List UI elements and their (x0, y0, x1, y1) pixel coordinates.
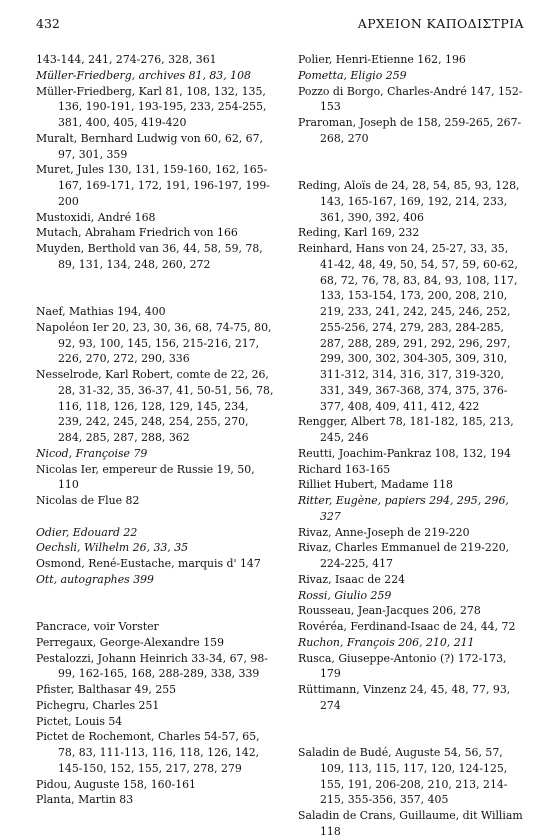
index-entry: Nicolas de Flue 82 (36, 494, 140, 507)
index-entry: Pictet de Rochemont, Charles 54-57, 65, 78, 83, 111-113, 116, 118, 126, 142, 145-150, 152, 155, 217, 278, 279 (36, 730, 260, 775)
index-entry: Rilliet Hubert, Madame 118 (298, 478, 453, 492)
index-column-right (298, 52, 524, 840)
index-entry: Pestalozzi, Johann Heinrich 33-34, 67, 98-99, 162-165, 168, 288-289, 338, 339 (36, 651, 268, 681)
index-entry: Praroman, Joseph de 158, 259-265, 267-268, 270 (298, 116, 522, 145)
section-gap (298, 147, 524, 163)
index-column-left (36, 52, 274, 808)
page-header (36, 16, 524, 36)
index-entry: Reding, Aloïs de 24, 28, 54, 85, 93, 128, 143, 165-167, 169, 192, 214, 233, 361, 390, 392, 406 (298, 179, 520, 224)
index-entry: Ritter, Eugène, papiers 294, 295, 296, 327 (298, 494, 509, 523)
running-title: ΑΡΧΕΙΟΝ ΚΑΠΟΔΙΣΤΡΙΑ (357, 16, 524, 31)
index-entry: Rüttimann, Vinzenz 24, 45, 48, 77, 93, 274 (298, 683, 511, 712)
index-entry: Nicolas Ier, empereur de Russie 19, 50, 110 (36, 462, 255, 492)
index-entry: Pictet, Louis 54 (36, 714, 123, 728)
index-entry: Napoléon Ier 20, 23, 30, 36, 68, 74-75, 80, 92, 93, 100, 145, 156, 215-216, 217, 226, 270, 272, 290, 336 (36, 320, 272, 366)
index-entry: Nesselrode, Karl Robert, comte de 22, 26, 28, 31-32, 35, 36-37, 41, 50-51, 56, 78, 116, 118, 126, 128, 129, 145, 234, 239, 242, 245, 248, 254, 255, 270, 284, 285, 287, 288, 362 (36, 368, 274, 444)
section-gap (298, 729, 524, 745)
index-entry: Mustoxidi, André 168 (36, 210, 156, 224)
section-gap (298, 162, 524, 178)
index-entry: Rivaz, Anne-Joseph de 219-220 (298, 525, 470, 539)
index-entry: Rivaz, Charles Emmanuel de 219-220, 224-225, 417 (298, 541, 510, 570)
index-entry: Pidou, Auguste 158, 160-161 (36, 777, 196, 791)
index-entry: Pichegru, Charles 251 (36, 698, 160, 712)
section-gap (298, 714, 524, 730)
index-entry: Müller-Friedberg, Karl 81, 108, 132, 135, 136, 190-191, 193-195, 233, 254-255, 381, 400, 405, 419-420 (36, 84, 267, 129)
index-entry: Nicod, Françoise 79 (36, 446, 148, 460)
index-entry: Rivaz, Isaac de 224 (298, 572, 406, 586)
index-entry: Richard 163-165 (298, 462, 391, 476)
page-number: 432 (36, 16, 60, 31)
index-entry: Naef, Mathias 194, 400 (36, 305, 166, 318)
section-gap (36, 273, 274, 289)
index-entry: Reding, Karl 169, 232 (298, 226, 420, 240)
index-entry: Oechsli, Wilhelm 26, 33, 35 (36, 541, 189, 555)
index-entry: Planta, Martin 83 (36, 793, 134, 807)
section-gap (36, 588, 274, 604)
section-gap (36, 288, 274, 304)
index-entry: Müller-Friedberg, archives 81, 83, 108 (36, 68, 251, 82)
index-entry: Mutach, Abraham Friedrich von 166 (36, 226, 238, 240)
index-entry: Pozzo di Borgo, Charles-André 147, 152-153 (298, 84, 523, 114)
index-entry: Polier, Henri-Etienne 162, 196 (298, 53, 466, 66)
index-entry: Muralt, Bernhard Ludwig von 60, 62, 67, 97, 301, 359 (36, 131, 263, 161)
index-entry: 143-144, 241, 274-276, 328, 361 (36, 53, 217, 66)
index-entry: Pancrace, voir Vorster (36, 620, 159, 633)
index-entry: Osmond, René-Eustache, marquis d' 147 (36, 557, 261, 570)
index-entry: Rousseau, Jean-Jacques 206, 278 (298, 604, 481, 618)
index-entry: Ott, autographes 399 (36, 572, 154, 586)
index-entry: Ruchon, François 206, 210, 211 (298, 635, 475, 649)
index-entry: Pfister, Balthasar 49, 255 (36, 683, 177, 696)
index-entry: Muyden, Berthold van 36, 44, 58, 59, 78, 89, 131, 134, 248, 260, 272 (36, 242, 263, 271)
index-entry: Saladin de Budé, Auguste 54, 56, 57, 109, 113, 115, 117, 120, 124-125, 155, 191, 206-208, 210, 213, 214-215, 355-356, 357, 405 (298, 746, 508, 807)
index-entry: Rossi, Giulio 259 (298, 588, 392, 602)
section-gap (36, 509, 274, 525)
index-entry: Pometta, Eligio 259 (298, 68, 407, 82)
index-entry: Reinhard, Hans von 24, 25-27, 33, 35, 41-42, 48, 49, 50, 54, 57, 59, 60-62, 68, 72, 76, 78, 83, 84, 93, 108, 117, 133, 153-154, 173, 200, 208, 210, 219, 233, 241, 242, 245, 246, 252, 255-256, 274, 279, 283, 284-285, 287, 288, 289, 291, 292, 296, 297, 299, 300, 302, 304-305, 309, 310, 311-312, 314, 316, 317, 319-320, 331, 349, 367-368, 374, 375, 376-377, 408, 409, 411, 412, 422 (298, 242, 518, 413)
index-entry: Muret, Jules 130, 131, 159-160, 162, 165-167, 169-171, 172, 191, 196-197, 199-200 (36, 163, 270, 208)
index-entry: Rovéréa, Ferdinand-Isaac de 24, 44, 72 (298, 620, 516, 633)
section-gap (36, 603, 274, 619)
index-entry: Rengger, Albert 78, 181-182, 185, 213, 245, 246 (298, 415, 514, 444)
index-entry: Reutti, Joachim-Pankraz 108, 132, 194 (298, 446, 511, 460)
index-entry: Saladin de Crans, Guillaume, dit William 118 (298, 809, 523, 838)
index-entry: Odier, Edouard 22 (36, 525, 138, 539)
index-entry: Rusca, Giuseppe-Antonio (?) 172-173, 179 (298, 651, 507, 681)
index-entry: Perregaux, George-Alexandre 159 (36, 635, 225, 649)
